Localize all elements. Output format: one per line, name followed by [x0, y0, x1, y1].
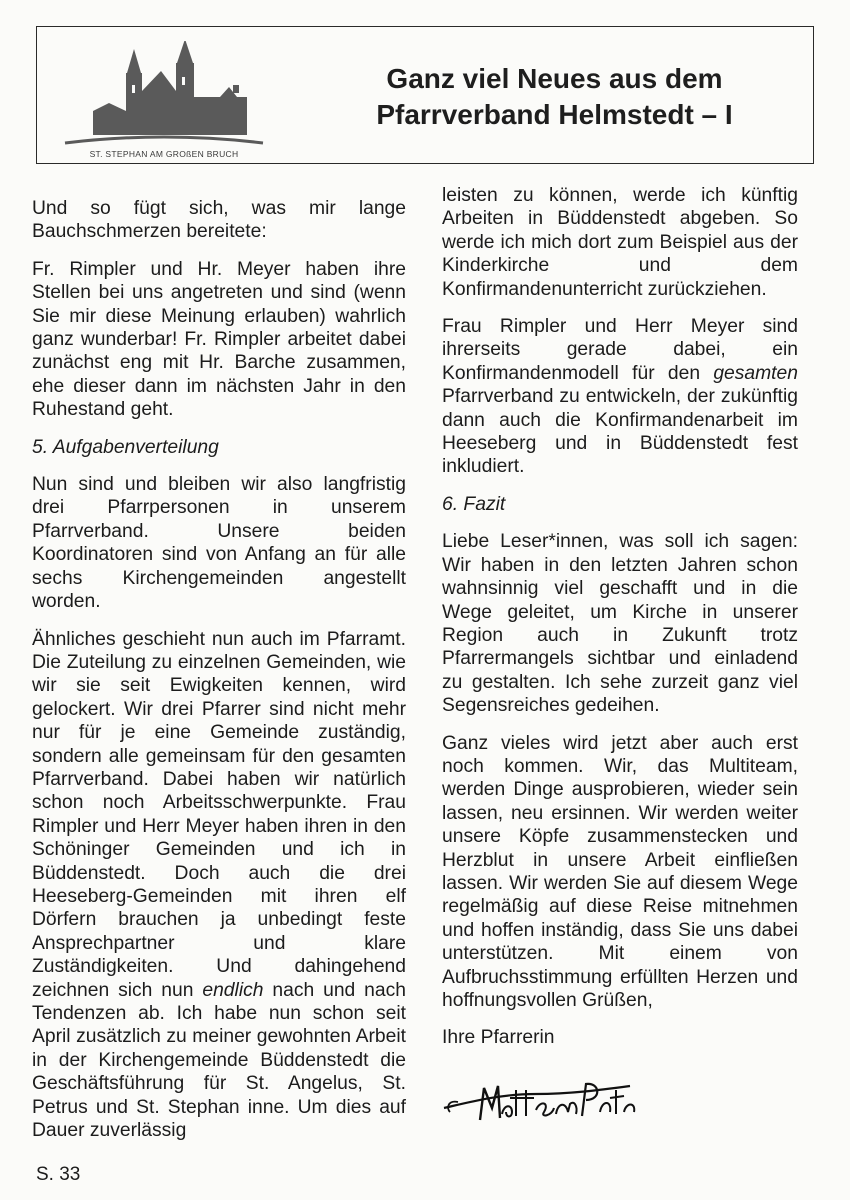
section-heading: 6. Fazit: [442, 493, 506, 515]
emphasis-text: gesamten: [713, 362, 798, 384]
paragraph: [442, 315, 798, 479]
paragraph: [32, 628, 406, 1143]
paragraph: Und so fügt sich, was mir lange Bauchschmerzen bereitete:: [32, 198, 406, 243]
left-column: [32, 197, 406, 1156]
paragraph: Nun sind und bleiben wir also langfristig drei Pfarrpersonen in unserem Pfarrverband. Unsere beiden Koordinatoren sind von Anfang an für alle sechs Kirchengemeinden angestellt worden.: [32, 474, 406, 613]
text-run: Frau Rimpler und Herr Meyer sind ihrerseits gerade dabei, ein Konfirmandenmodell für den: [442, 316, 798, 384]
text-run: Pfarrverband zu entwickeln, der zukünftig dann auch die Konfirmandenarbeit im Heeseberg und in Büddenstedt fest inkludiert.: [442, 386, 798, 478]
text-run: nach und nach Tendenzen ab. Ich habe nun schon seit April zusätzlich zu meiner gewohnten Arbeit in der Kirchengemeinde Büddenstedt die Geschäftsführung für St. Angelus, St. Petrus und St. Stephan inne. Um dies auf Dauer zuverlässig: [32, 979, 406, 1142]
church-logo: [57, 41, 272, 159]
header-box: [36, 26, 814, 164]
closing-line: Ihre Pfarrerin: [442, 1027, 555, 1049]
logo-caption: ST. STEPHAN AM GROßEN BRUCH: [89, 149, 239, 159]
handwritten-signature: [440, 1064, 640, 1132]
church-silhouette-icon: [57, 41, 272, 159]
signature-icon: [440, 1064, 640, 1132]
paragraph: leisten zu können, werde ich künftig Arbeiten in Büddenstedt abgeben. So werde ich mich dort zum Beispiel aus der Kinderkirche und dem Konfirmandenunterricht zurückziehen.: [442, 185, 798, 300]
page-title: [327, 61, 782, 133]
paragraph: Liebe Leser*innen, was soll ich sagen: Wir haben in den letzten Jahren schon wahnsinnig viel geschafft und in die Wege geleitet, um Kirche in unserer Region auch in Zukunft trotz Pfarrermangels sichtbar und einladend zu gestalten. Ich sehe zurzeit ganz viel Segensreiches gedeihen.: [442, 531, 798, 717]
page-title-line-1: Ganz viel Neues aus dem: [386, 63, 723, 94]
section-heading: 5. Aufgabenverteilung: [32, 436, 219, 458]
paragraph: Fr. Rimpler und Hr. Meyer haben ihre Stellen bei uns angetreten und sind (wenn Sie mir diese Meinung erlauben) wahrlich ganz wunderbar! Fr. Rimpler arbeitet dabei zunächst eng mit Hr. Barche zusammen, ehe dieser dann im nächsten Jahr in den Ruhestand geht.: [32, 258, 406, 421]
right-column: [442, 184, 798, 1064]
text-run: Ähnliches geschieht nun auch im Pfarramt. Die Zuteilung zu einzelnen Gemeinden, wie wir sie seit Ewigkeiten kennen, wird gelockert. Wir drei Pfarrer sind nicht mehr nur für je eine Gemeinde zuständig, sondern alle gemeinsam für den gesamten Pfarrverband. Dabei haben wir natürlich schon noch Arbeitsschwerpunkte. Frau Rimpler und Herr Meyer haben ihren in den Schöninger Gemeinden und ich in Büddenstedt. Doch auch die drei Heeseberg-Gemeinden mit ihren elf Dörfern brauchen ja unbedingt feste Ansprechpartner und klare Zuständigkeiten. Und dahingehend zeichnen sich nun: [32, 628, 406, 1001]
paragraph: Ganz vieles wird jetzt aber auch erst noch kommen. Wir, das Multiteam, werden Dinge ausprobieren, wieder sein lassen, neu ersinnen. Wir werden weiter unsere Köpfe zusammenstecken und Herzblut in unsere Arbeit einfließen lassen. Wir werden Sie auf diesem Wege regelmäßig auf diese Reise mitnehmen und hoffen inständig, dass Sie uns dabei unterstützen. Mit einem von Aufbruchsstimmung erfüllten Herzen und hoffnungsvollen Grüßen,: [442, 732, 798, 1011]
page-title-line-2: Pfarrverband Helmstedt – I: [376, 99, 733, 130]
page-number: S. 33: [36, 1164, 81, 1185]
emphasis-text: endlich: [202, 979, 264, 1001]
